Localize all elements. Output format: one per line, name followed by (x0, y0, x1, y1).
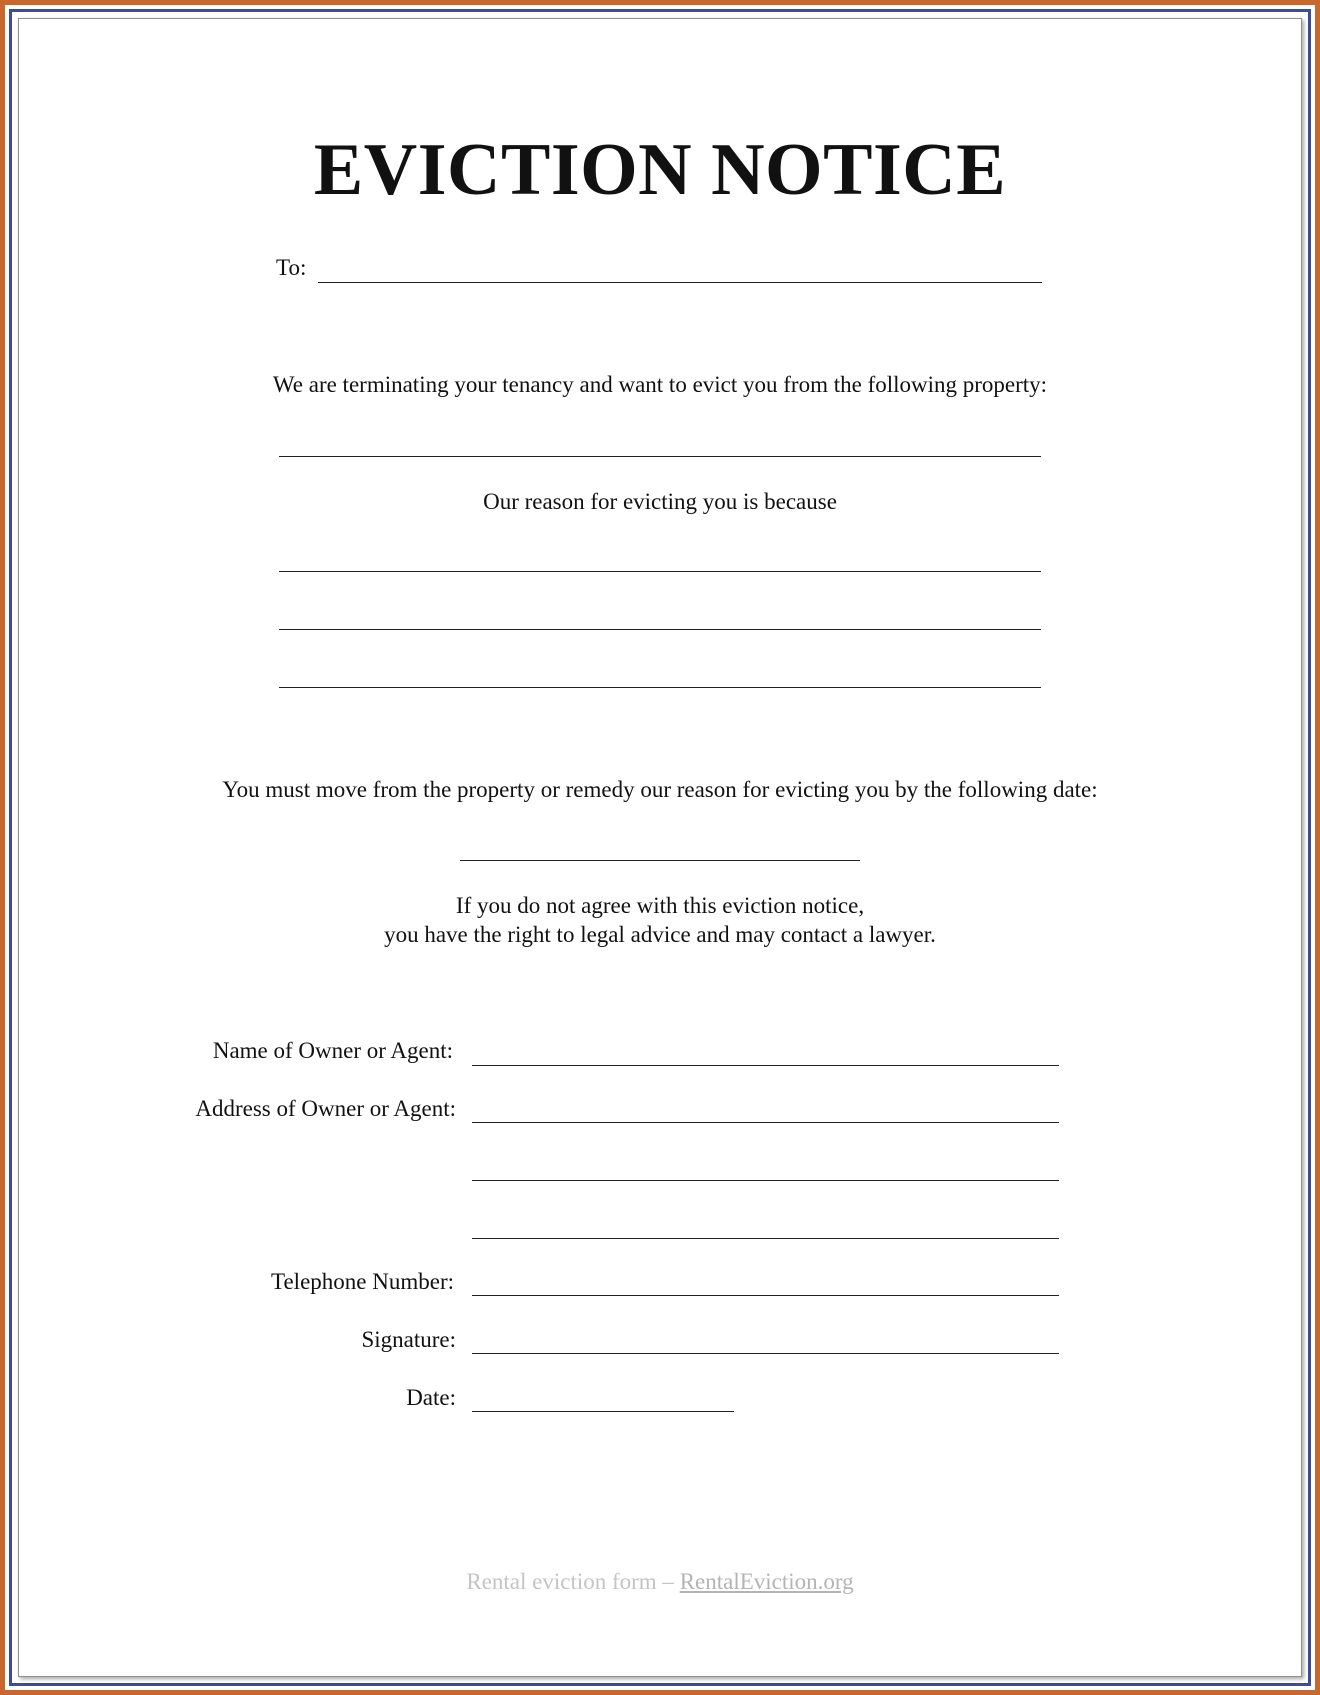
to-label: To: (276, 255, 307, 280)
to-field[interactable] (318, 282, 1042, 283)
telephone-field[interactable] (472, 1295, 1059, 1296)
page-title: EVICTION NOTICE (313, 129, 1007, 211)
signature-label: Signature: (361, 1327, 456, 1352)
date-field[interactable] (472, 1411, 734, 1412)
disagree-text-line2: you have the right to legal advice and may contact a lawyer. (384, 922, 936, 947)
owner-address-field-1[interactable] (472, 1122, 1059, 1123)
reason-field-3[interactable] (279, 687, 1041, 688)
move-date-field[interactable] (460, 860, 860, 861)
page (18, 18, 1302, 1677)
footer-text: Rental eviction form – (466, 1569, 680, 1594)
footer-link[interactable]: RentalEviction.org (679, 1569, 854, 1594)
owner-address-label: Address of Owner or Agent: (195, 1096, 456, 1121)
reason-text: Our reason for evicting you is because (483, 489, 837, 514)
owner-address-field-3[interactable] (472, 1238, 1059, 1239)
owner-name-field[interactable] (472, 1065, 1059, 1066)
signature-field[interactable] (472, 1353, 1059, 1354)
date-label: Date: (406, 1385, 456, 1410)
footer (0, 1569, 1320, 1595)
terminating-text: We are terminating your tenancy and want to evict you from the following property: (272, 372, 1048, 397)
property-field[interactable] (279, 456, 1041, 457)
reason-field-1[interactable] (279, 571, 1041, 572)
disagree-text-line1: If you do not agree with this eviction notice, (455, 893, 865, 918)
reason-field-2[interactable] (279, 629, 1041, 630)
telephone-label: Telephone Number: (271, 1269, 454, 1294)
owner-address-field-2[interactable] (472, 1180, 1059, 1181)
owner-name-label: Name of Owner or Agent: (212, 1038, 453, 1063)
move-text: You must move from the property or remedy our reason for evicting you by the following date: (222, 777, 1098, 802)
